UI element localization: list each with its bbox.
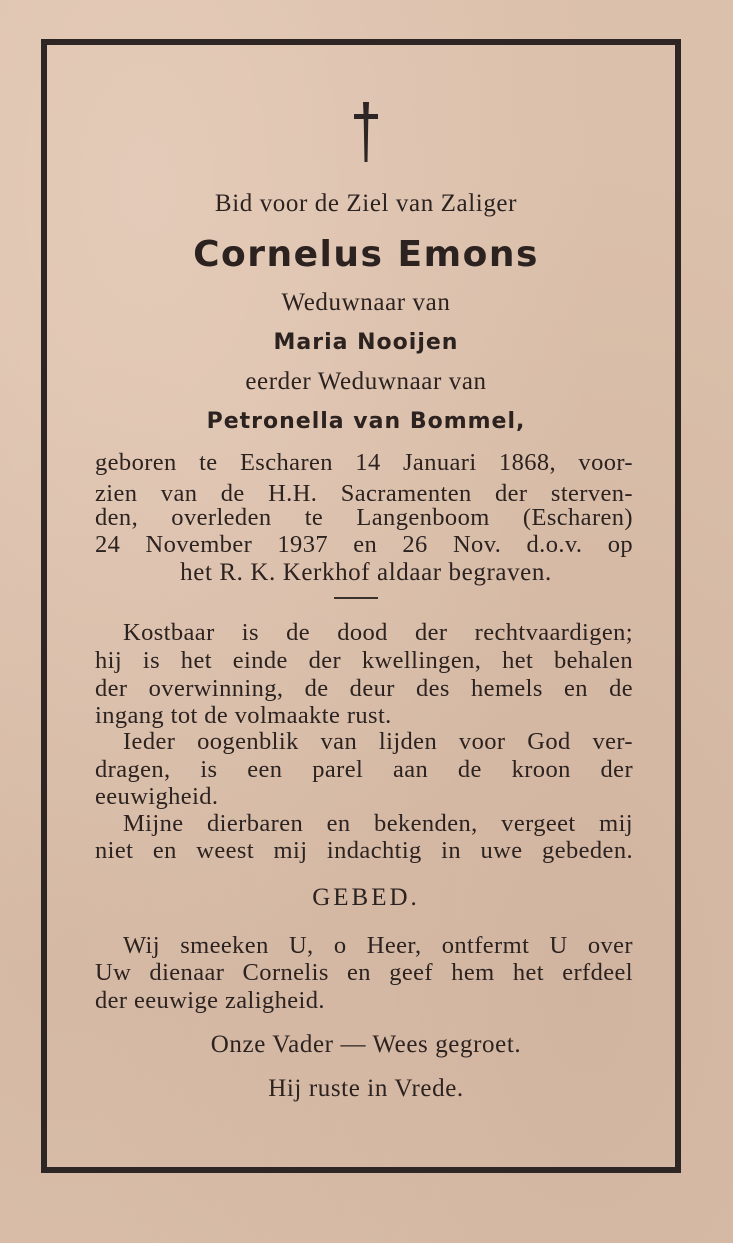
bio-line: zien van de H.H. Sacramenten der sterven- [95,480,633,507]
spouse-2-name: Petronella van Bommel, [206,409,526,434]
earlier-widower-label: eerder Weduwnaar van [245,368,487,395]
verse-line: der overwinning, de deur des hemels en de [95,675,633,702]
verse-line: ingang tot de volmaakte rust. [95,702,392,729]
prayer-line: Uw dienaar Cornelis en geef hem het erfdeel [95,959,633,986]
verse-line: Mijne dierbaren en bekenden, vergeet mij [123,810,633,837]
opening-line: Bid voor de Ziel van Zaliger [214,190,518,217]
prayer-line: Wij smeeken U, o Heer, ontfermt U over [123,932,633,959]
section-divider [334,597,378,599]
cross-icon [352,100,380,164]
prayer-line: der eeuwige zaligheid. [95,987,325,1014]
closing-prayers: Onze Vader — Wees gegroet. [210,1031,522,1058]
verse-line: Ieder oogenblik van lijden voor God ver- [123,728,633,755]
prayer-heading: GEBED. [312,884,420,911]
verse-line: niet en weest mij indachtig in uwe gebeden. [95,837,633,864]
bio-line: 24 November 1937 en 26 Nov. d.o.v. op [95,531,633,558]
bio-line-last: het R. K. Kerkhof aldaar begraven. [180,559,552,586]
deceased-name: Cornelus Emons [193,234,539,275]
spouse-1-name: Maria Nooijen [273,330,459,355]
widower-of-label: Weduwnaar van [281,289,451,316]
bio-line: den, overleden te Langenboom (Escharen) [95,504,633,531]
verse-line: eeuwigheid. [95,783,219,810]
verse-line: Kostbaar is de dood der rechtvaardigen; [123,619,633,646]
verse-line: hij is het einde der kwellingen, het behalen [95,647,633,674]
verse-line: dragen, is een parel aan de kroon der [95,756,633,783]
bio-line: geboren te Escharen 14 Januari 1868, voor- [95,449,633,476]
closing-line: Hij ruste in Vrede. [268,1075,464,1102]
